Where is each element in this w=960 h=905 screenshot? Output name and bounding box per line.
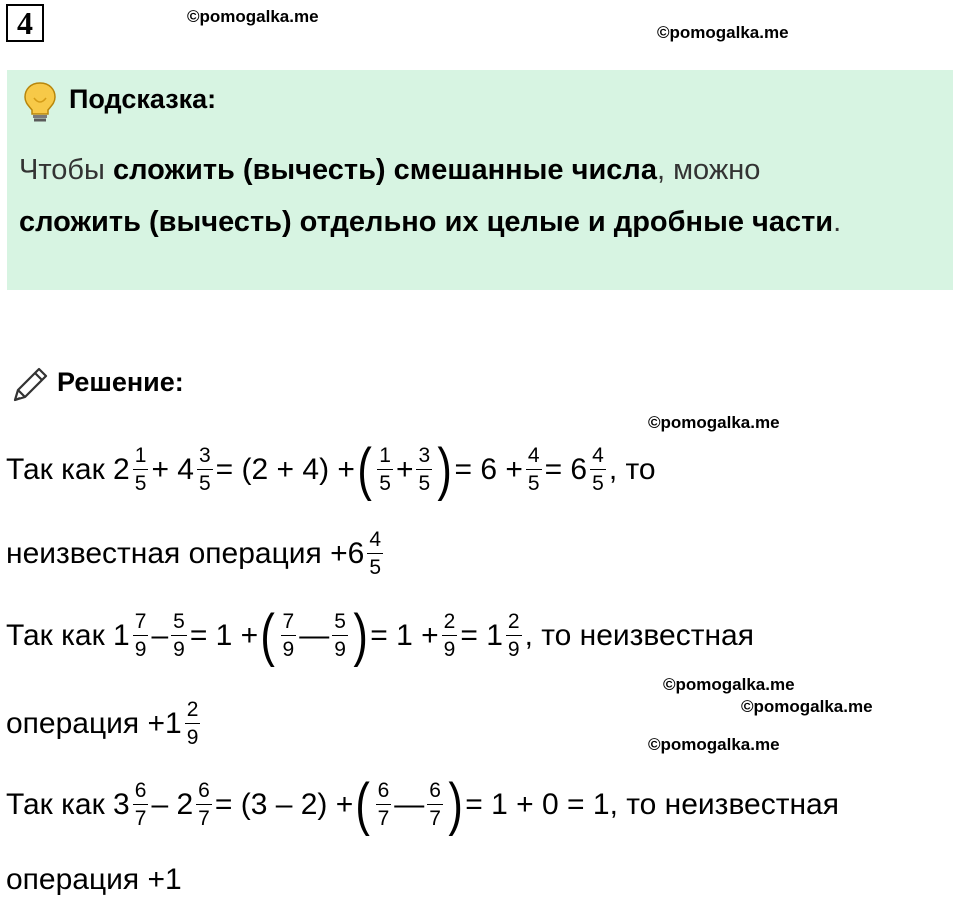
fraction <box>376 780 392 830</box>
watermark: ©pomogalka.me <box>741 697 873 716</box>
denominator: 5 <box>527 472 540 495</box>
numerator: 7 <box>134 610 147 633</box>
numerator: 6 <box>429 779 441 802</box>
denominator: 9 <box>443 638 456 661</box>
operator: + <box>395 453 414 486</box>
text: , то неизвестная <box>524 619 754 652</box>
denominator: 7 <box>198 807 210 830</box>
numerator: 2 <box>507 610 520 633</box>
numerator: 2 <box>443 610 456 633</box>
denominator: 7 <box>429 807 441 830</box>
fraction-bar <box>416 469 432 470</box>
watermark: ©pomogalka.me <box>657 23 789 42</box>
hint-text <box>19 144 944 248</box>
denominator: 5 <box>418 472 431 495</box>
denominator: 9 <box>134 638 147 661</box>
right-paren: ) <box>353 603 368 668</box>
text: = (3 – 2) + <box>214 788 354 821</box>
denominator: 5 <box>369 556 382 579</box>
denominator: 9 <box>334 638 346 661</box>
solution-line-1 <box>6 437 656 502</box>
text: операция +1 <box>6 707 182 740</box>
fraction <box>377 445 393 495</box>
denominator: 9 <box>282 638 295 661</box>
fraction-bar <box>185 723 201 724</box>
fraction <box>171 611 187 661</box>
fraction <box>506 611 522 661</box>
hint-text-bold: сложить (вычесть) смешанные числа <box>112 154 657 186</box>
left-paren: ( <box>260 603 276 668</box>
parenthesized-expression <box>353 772 465 837</box>
fraction-bar <box>133 635 149 636</box>
fraction <box>197 445 213 495</box>
numerator: 4 <box>527 444 540 467</box>
right-paren: ) <box>437 437 453 502</box>
operator: — <box>299 619 330 652</box>
fraction-bar <box>196 804 212 805</box>
text: Так как 1 <box>6 619 130 652</box>
text: операция +1 <box>6 863 182 896</box>
fraction-bar <box>171 635 187 636</box>
solution-line-4 <box>6 694 203 754</box>
text: = 6 + <box>454 453 523 486</box>
fraction <box>332 611 348 661</box>
lightbulb-icon <box>21 80 59 124</box>
operator: – <box>151 619 169 652</box>
fraction <box>416 445 432 495</box>
fraction-bar <box>427 804 443 805</box>
text: , то <box>608 453 656 486</box>
watermark: ©pomogalka.me <box>648 413 780 432</box>
hint-text-part: . <box>833 206 842 238</box>
numerator: 5 <box>334 610 346 633</box>
hint-text-part: Чтобы <box>19 154 113 186</box>
fraction-bar <box>197 469 213 470</box>
text: + 4 <box>151 453 194 486</box>
denominator: 9 <box>507 638 520 661</box>
fraction-bar <box>442 635 458 636</box>
text: = 6 <box>544 453 588 486</box>
fraction <box>367 529 383 579</box>
pencil-icon <box>9 364 51 406</box>
text: = 1 <box>460 619 503 652</box>
text: = 1 + <box>189 619 259 652</box>
fraction-bar <box>367 553 383 554</box>
numerator: 4 <box>592 444 604 467</box>
fraction-bar <box>526 469 542 470</box>
hint-box <box>7 70 953 290</box>
numerator: 5 <box>173 610 185 633</box>
text: – 2 <box>151 788 194 821</box>
fraction-bar <box>332 635 348 636</box>
watermark: ©pomogalka.me <box>648 735 780 754</box>
fraction-bar <box>506 635 522 636</box>
hint-title: Подсказка: <box>69 84 217 114</box>
fraction-bar <box>377 469 393 470</box>
numerator: 3 <box>418 444 431 467</box>
fraction <box>427 780 443 830</box>
fraction-bar <box>376 804 392 805</box>
fraction <box>196 780 212 830</box>
numerator: 3 <box>198 444 211 467</box>
hint-text-bold: сложить (вычесть) отдельно их целые и дробные части <box>19 206 834 238</box>
solution-line-5 <box>6 772 839 837</box>
right-paren: ) <box>448 772 463 837</box>
text: неизвестная операция +6 <box>6 537 365 570</box>
fraction-bar <box>133 469 149 470</box>
numerator: 4 <box>369 528 382 551</box>
left-paren: ( <box>355 772 371 837</box>
text: Так как 3 <box>6 788 130 821</box>
solution-line-6 <box>6 860 182 900</box>
text: = 1 + 0 = 1, то неизвестная <box>465 788 839 821</box>
denominator: 5 <box>134 472 147 495</box>
text: = 1 + <box>370 619 439 652</box>
fraction <box>526 445 542 495</box>
fraction <box>133 780 149 830</box>
numerator: 6 <box>198 779 210 802</box>
fraction <box>185 699 201 749</box>
text: Так как 2 <box>6 453 130 486</box>
numerator: 7 <box>282 610 295 633</box>
denominator: 7 <box>134 807 147 830</box>
numerator: 1 <box>379 444 391 467</box>
solution-title: Решение: <box>57 367 184 397</box>
fraction <box>281 611 297 661</box>
fraction <box>442 611 458 661</box>
denominator: 9 <box>186 726 199 749</box>
numerator: 6 <box>377 779 390 802</box>
fraction-bar <box>133 804 149 805</box>
fraction-bar <box>590 469 606 470</box>
denominator: 5 <box>592 472 604 495</box>
solution-line-2 <box>6 524 386 584</box>
parenthesized-expression <box>355 437 455 502</box>
numerator: 6 <box>134 779 147 802</box>
denominator: 5 <box>198 472 211 495</box>
operator: — <box>394 788 425 821</box>
hint-text-part: , можно <box>656 154 761 186</box>
text: = (2 + 4) + <box>215 453 355 486</box>
parenthesized-expression <box>258 603 370 668</box>
denominator: 9 <box>173 638 185 661</box>
denominator: 7 <box>377 807 390 830</box>
denominator: 5 <box>379 472 391 495</box>
solution-line-3 <box>6 603 754 668</box>
watermark: ©pomogalka.me <box>187 7 319 26</box>
watermark: ©pomogalka.me <box>663 675 795 694</box>
numerator: 2 <box>186 698 199 721</box>
numerator: 1 <box>134 444 147 467</box>
task-number-badge: 4 <box>6 4 44 42</box>
fraction <box>590 445 606 495</box>
fraction-bar <box>281 635 297 636</box>
fraction <box>133 611 149 661</box>
fraction <box>133 445 149 495</box>
left-paren: ( <box>357 437 372 502</box>
